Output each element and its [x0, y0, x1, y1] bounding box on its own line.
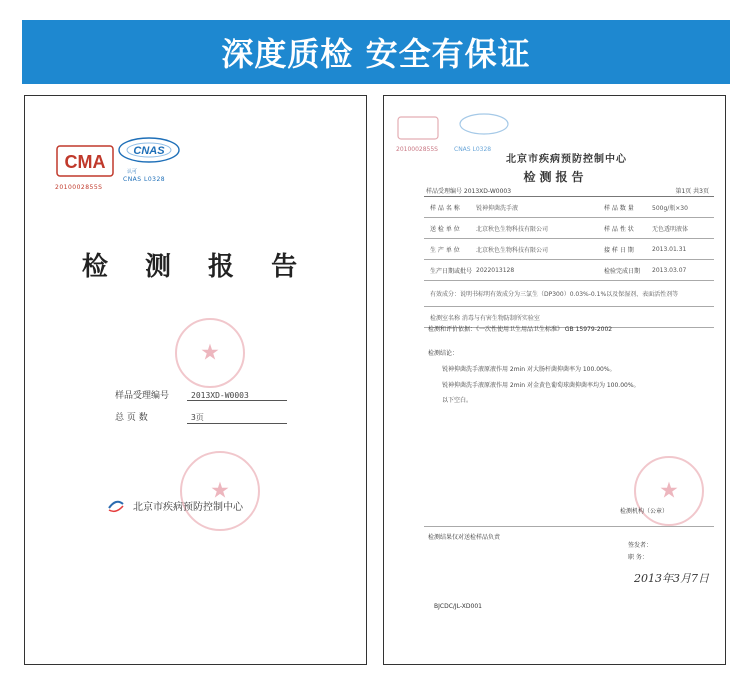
- cnas-caption: 认可: [127, 169, 138, 175]
- conclusion-line: 以下空白。: [442, 397, 473, 404]
- test-basis: 检测和评价依据：《一次性使用卫生用品卫生标准》 GB 15979-2002: [428, 326, 613, 333]
- ingredients-text: 有效成分：说明书标明有效成分为三氯生（DP300）0.03%-0.1%以及保湿剂、表面活性剂等: [430, 291, 679, 298]
- signer-label: 签发者：: [628, 542, 653, 549]
- signature-block: [628, 540, 652, 564]
- report-agency: 北京市疾病预防控制中心: [506, 154, 627, 165]
- conclusion-line: 锐神抑菌洗手液原液作用 2min 对大肠杆菌抑菌率为 100.00%。: [442, 366, 616, 373]
- report-page-count: 第1页 共3页: [675, 188, 709, 195]
- cma-logo-icon: [55, 142, 117, 182]
- cover-agency-name: 北京市疾病预防控制中心: [133, 501, 243, 513]
- conclusion-label: 检测结论：: [428, 350, 459, 357]
- total-pages-field: [115, 410, 287, 424]
- row-label: 样 品 名 称: [430, 204, 460, 212]
- row-value: 2022013128: [476, 266, 515, 274]
- row-value-2: 2013.01.31: [652, 245, 687, 253]
- total-pages-label: 总 页 数: [115, 413, 148, 423]
- position-label: 职 务：: [628, 554, 648, 561]
- report-cnas-number: CNAS L0328: [454, 146, 492, 153]
- report-info-table: [424, 196, 714, 328]
- row-value: 锐神抑菌洗手液: [476, 204, 519, 212]
- cma-logo-text: CMA: [64, 152, 106, 172]
- table-row: [424, 197, 714, 218]
- sample-number-label: 样品受理编号: [115, 391, 170, 401]
- report-detail-page: [383, 95, 726, 665]
- table-row: [424, 260, 714, 281]
- testing-org-label: 检测机构（公章）: [620, 508, 669, 515]
- row-value-2: 无色透明液体: [652, 225, 689, 233]
- row-label-2: 样 品 数 量: [604, 204, 634, 212]
- official-seal-icon: ★: [175, 318, 245, 388]
- agency-seal-icon: ★: [634, 456, 704, 526]
- table-row: [424, 218, 714, 239]
- banner-text: 深度质检 安全有保证: [221, 35, 531, 73]
- cma-logo-faint-icon: [396, 114, 442, 144]
- cnas-number: CNAS L0328: [123, 176, 166, 183]
- row-label-2: 检验完成日期: [604, 267, 641, 275]
- table-row: [424, 281, 714, 307]
- row-label: 生 产 单 位: [430, 246, 460, 254]
- report-date: 2013年3月7日: [634, 572, 709, 585]
- cnas-logo-icon: [113, 132, 185, 176]
- row-value-2: 500g/瓶×30: [652, 204, 688, 212]
- cnas-logo-faint-icon: [456, 110, 512, 144]
- sample-number-value: 2013XD-W0003: [187, 391, 287, 401]
- cdc-logo-icon: [105, 496, 127, 514]
- row-label: 生产日期或批号: [430, 267, 473, 275]
- report-sample-number: 样品受理编号 2013XD-W0003: [426, 188, 512, 195]
- row-label-2: 接 样 日 期: [604, 246, 634, 254]
- report-cover-page: [24, 95, 367, 665]
- cover-title: 检 测 报 告: [81, 252, 312, 282]
- document-code: BJCDC/JL-XD001: [434, 603, 482, 610]
- row-label-2: 样 品 性 状: [604, 225, 634, 233]
- row-label: 送 检 单 位: [430, 225, 460, 233]
- cma-number: 2010002855S: [55, 184, 103, 191]
- report-title: 检测报告: [523, 170, 588, 184]
- divider: [424, 526, 714, 527]
- cnas-logo-text: CNAS: [133, 145, 165, 157]
- sample-number-field: [115, 388, 287, 401]
- agency-seal-icon: ★: [180, 451, 260, 531]
- row-value-2: 2013.03.07: [652, 266, 687, 274]
- table-row: [424, 239, 714, 260]
- row-value: 北京秋色生物科技有限公司: [476, 246, 549, 254]
- row-value: 北京秋色生物科技有限公司: [476, 225, 549, 233]
- lab-name-text: 检测室名称 消毒与有害生物防制所实验室: [430, 314, 540, 322]
- banner: [22, 20, 730, 84]
- report-cma-number: 2010002855S: [396, 146, 438, 153]
- total-pages-value: 3页: [187, 412, 287, 424]
- conclusion-line: 锐神抑菌洗手液原液作用 2min 对金黄色葡萄球菌抑菌率均为 100.00%。: [442, 382, 640, 389]
- cover-agency: [105, 496, 243, 514]
- result-note: 检测结果仅对送检样品负责: [428, 534, 501, 541]
